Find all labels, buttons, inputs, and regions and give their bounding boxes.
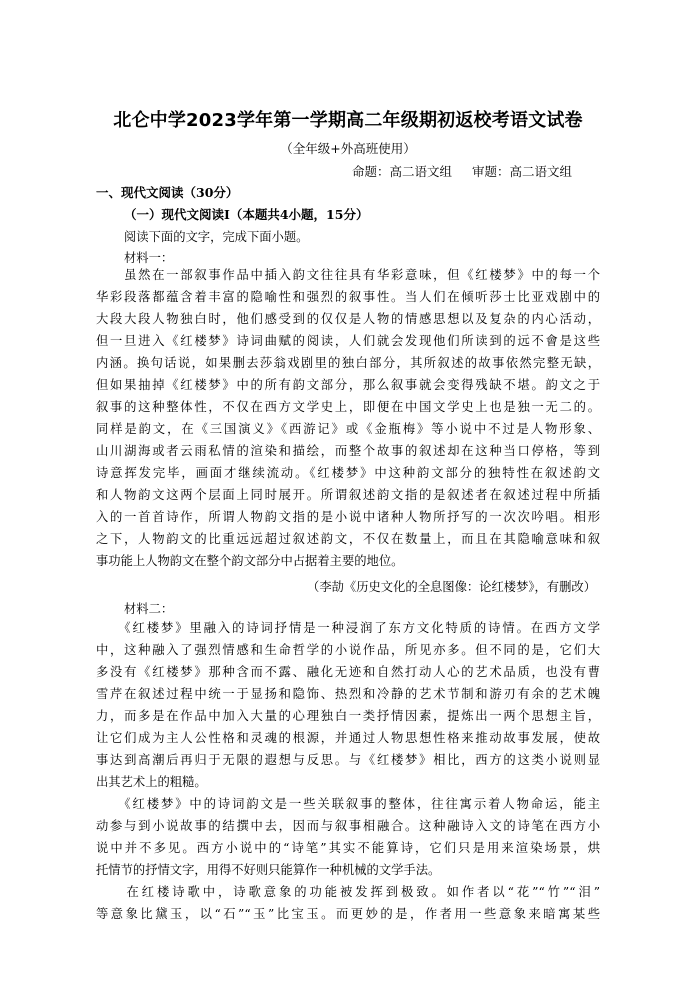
material2-line: 力，而多是在作品中加入大量的心理独白一类抒情因素，提炼出一两个思想主旨，	[96, 709, 600, 723]
material1-line: 但一旦进入《红楼梦》诗词曲赋的阅读，人们就会发现他们所读到的远不會是这些	[96, 334, 600, 348]
material1-line: 诗意挥发完毕，画面才继续流动。《红楼梦》中这种韵文部分的独特性在叙述韵文	[96, 466, 600, 480]
material1-line: 山川湖海或者云雨私情的渲染和描绘，而整个故事的叙述却在这种当口停格，等到	[96, 444, 600, 458]
material1-line: 虽然在一部叙事作品中插入韵文往往具有华彩意味，但《红楼梦》中的每一个	[96, 268, 600, 282]
material2-line: 多没有《红楼梦》那种含而不露、融化无迹和自然打动人心的艺术品质，也没有曹	[96, 665, 600, 679]
material2-line: 中，这种融入了强烈情感和生命哲学的小说作品，所见亦多。但不同的是，它们大	[96, 643, 600, 657]
material1-line: 内涵。换句话说，如果删去莎翁戏剧里的独白部分，其所叙述的故事依然完整无缺，	[96, 356, 600, 370]
material2-line: 动参与到小说故事的结撰中去，因而与叙事相融合。这种融诗入文的诗笔在西方小	[96, 819, 600, 833]
setter-line	[352, 162, 572, 180]
instruction-text: 阅读下面的文字，完成下面小题。	[124, 230, 309, 244]
reviewer-text: 审题：高二语文组	[472, 164, 573, 179]
material2-line: 出其艺术上的粗糙。	[96, 775, 207, 789]
material1-line: 华彩段落都蕴含着丰富的隐喻性和强烈的叙事性。当人们在倾听莎士比亚戏剧中的	[96, 290, 600, 304]
section-heading: 一、现代文阅读（30分）	[96, 185, 239, 200]
material1-line: 叙事的这种整体性，不仅在西方文学史上，即便在中国文学史上也是独一无二的。	[96, 400, 600, 414]
proposer-text: 命题：高二语文组	[352, 164, 453, 179]
exam-subtitle: （全年级+外高班使用）	[280, 141, 416, 156]
material1-line: 入的一首首诗作，所谓人物韵文指的是小说中诸种人物所抒写的一次次吟唱。相形	[96, 510, 600, 524]
material2-line: 让它们成为主人公性格和灵魂的根源，并通过人物思想性格来推动故事发展，使故	[96, 731, 600, 745]
material1-source: （李劼《历史文化的全息图像：论红楼梦》，有删改）	[307, 580, 596, 594]
material2-line: 事达到高潮后再归于无限的遐想与反思。与《红楼梦》相比，西方的这类小说则显	[96, 753, 600, 767]
material1-line: 之下，人物韵文的比重远远超过叙述韵文，不仅在数量上，而且在其隐喻意味和叙	[96, 532, 600, 546]
material2-line: 《红楼梦》中的诗词韵文是一些关联叙事的整体，往往寓示着人物命运，能主	[96, 797, 600, 811]
material1-line: 事功能上人物韵文在整个韵文部分中占据着主要的地位。	[96, 554, 404, 568]
material1-line: 和人物韵文这两个层面上同时展开。所谓叙述韵文指的是叙述者在叙述过程中所插	[96, 488, 600, 502]
material2-line: 托情节的抒情文字，用得不好则只能算作一种机械的文学手法。	[96, 863, 441, 877]
material2-line: 等意象比黛玉，以“石”“玉”比宝玉。而更妙的是，作者用一些意象来暗寓某些	[96, 907, 600, 921]
material2-line: 雪芹在叙述过程中统一于显扬和隐饰、热烈和冷静的艺术节制和游刃有余的艺术魄	[96, 687, 600, 701]
exam-title: 北仑中学2023学年第一学期高二年级期初返校考语文试卷	[113, 110, 583, 131]
material2-label: 材料二：	[124, 602, 174, 616]
material1-line: 同样是韵文，在《三国演义》《西游记》或《金瓶梅》等小说中不过是人物形象、	[96, 422, 600, 436]
material1-line: 但如果抽掉《红楼梦》中的所有韵文部分，那么叙事就会变得残缺不堪。韵文之于	[96, 378, 600, 392]
material2-line: 说中并不多见。西方小说中的“诗笔”其实不能算诗，它们只是用来渲染场景，烘	[96, 841, 600, 855]
material2-line: 在红楼诗歌中，诗歌意象的功能被发挥到极致。如作者以“花”“竹”“泪”	[96, 885, 600, 899]
material1-label: 材料一：	[124, 251, 174, 265]
subsection-heading: （一）现代文阅读Ⅰ（本题共4小题，15分）	[124, 207, 369, 222]
material1-line: 大段大段人物独白时，他们感受到的仅仅是人物的情感思想以及复杂的内心活动，	[96, 312, 600, 326]
material2-line: 《红楼梦》里融入的诗词抒情是一种浸润了东方文化特质的诗情。在西方文学	[96, 621, 600, 635]
